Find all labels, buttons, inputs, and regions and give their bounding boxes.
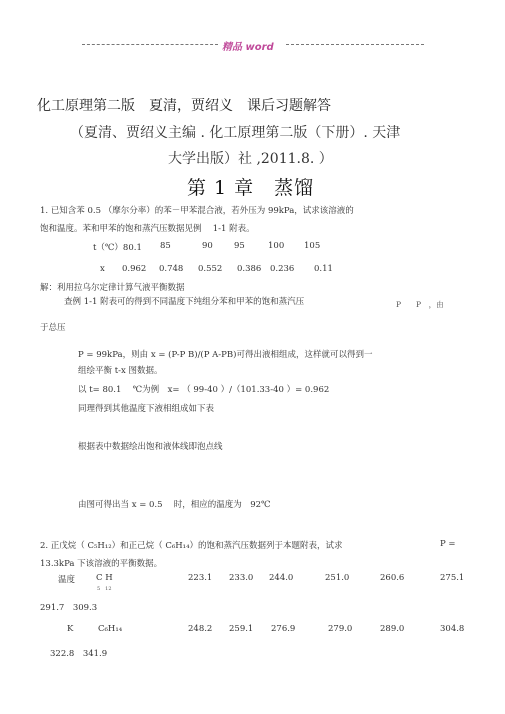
problem-2-question-line-1: 2. 正戊烷（ C₅H₁₂）和正己烷（ C₆H₁₄）的饱和蒸汽压数据列于本题附表，试求 bbox=[40, 541, 343, 551]
problem-1-question-line-1: 1. 已知含苯 0.5 （摩尔分率）的苯－甲苯混合液，若外压为 99kPa，试求该溶液的 bbox=[40, 206, 354, 216]
table-cell: 260.6 bbox=[380, 573, 405, 583]
table-cell: 251.0 bbox=[325, 573, 350, 583]
formula-label: C H bbox=[96, 573, 113, 583]
table-cell: 275.1 bbox=[440, 573, 465, 583]
table-cell: 244.0 bbox=[269, 573, 294, 583]
x-row-cell: 0.552 bbox=[198, 264, 223, 274]
formula-subscript: 5 12 bbox=[97, 586, 112, 592]
t-row-cell: 85 bbox=[160, 241, 171, 251]
chapter-heading: 第 1 章 蒸馏 bbox=[187, 177, 315, 199]
problem-1-solution-line: 以 t= 80.1 ℃为例 x= （ 99-40 ）/（101.33-40 ）= 0.962 bbox=[78, 385, 330, 395]
table-cell: 276.9 bbox=[271, 624, 296, 634]
doc-title: 化工原理第二版 夏清，贾绍义 课后习题解答 bbox=[37, 98, 331, 114]
problem-1-solution-line: 由图可得出当 x = 0.5 时，相应的温度为 92℃ bbox=[78, 500, 271, 510]
x-row-cell: 0.11 bbox=[314, 264, 333, 274]
header-left-rule bbox=[82, 44, 218, 45]
problem-1-solution-line: 查例 1-1 附表可的得到不同温度下纯组分苯和甲苯的饱和蒸汽压 bbox=[64, 297, 305, 307]
problem-1-solution-line: P = 99kPa，则由 x = (P-P B)/(P A-PB)可得出液相组成，这样就可以得到一 bbox=[78, 350, 373, 360]
header-word-mark: 精品 word bbox=[222, 42, 274, 53]
row-label: K bbox=[67, 624, 74, 634]
table-cell: 233.0 bbox=[229, 573, 254, 583]
problem-1-pressure-symbols: P P ，由 bbox=[396, 300, 444, 309]
row-label: 温度 bbox=[58, 575, 76, 585]
t-row-cell: 100 bbox=[268, 241, 285, 251]
formula-label: C₆H₁₄ bbox=[98, 624, 123, 634]
header-right-rule bbox=[286, 44, 424, 45]
table-cell: 223.1 bbox=[188, 573, 213, 583]
x-row-cell: 0.962 bbox=[122, 264, 147, 274]
x-row-cell: 0.236 bbox=[270, 264, 295, 274]
x-row-cell: x bbox=[100, 264, 105, 274]
problem-1-solution-line: 根据表中数据绘出饱和液体线即泡点线 bbox=[78, 442, 223, 452]
problem-1-solution-line: 组绘平衡 t-x 图数据。 bbox=[78, 366, 163, 376]
problem-1-solution-heading: 解：利用拉乌尔定律计算气液平衡数据 bbox=[40, 283, 185, 293]
table-cell: 248.2 bbox=[188, 624, 213, 634]
problem-1-solution-line: 同理得到其他温度下液相组成如下表 bbox=[78, 404, 215, 414]
doc-reference-line-1: （夏清、贾绍义主编 . 化工原理第二版（下册）. 天津 bbox=[70, 125, 401, 141]
table-row-continuation: 291.7 309.3 bbox=[40, 603, 98, 613]
table-cell: 289.0 bbox=[380, 624, 405, 634]
problem-2-pressure-symbol: P = bbox=[440, 539, 456, 549]
t-row-cell: 95 bbox=[234, 241, 245, 251]
table-cell: 279.0 bbox=[328, 624, 353, 634]
doc-reference-line-2: 大学出版）社 ,2011.8. ） bbox=[168, 151, 333, 167]
x-row-cell: 0.748 bbox=[159, 264, 184, 274]
problem-1-question-line-2: 饱和温度。苯和甲苯的饱和蒸汽压数据见例 1-1 附表。 bbox=[40, 224, 255, 234]
t-row-cell: 90 bbox=[202, 241, 213, 251]
x-row-cell: 0.386 bbox=[237, 264, 262, 274]
t-row-cell: 105 bbox=[304, 241, 321, 251]
table-cell: 259.1 bbox=[229, 624, 254, 634]
table-cell: 304.8 bbox=[440, 624, 465, 634]
table-row-continuation: 322.8 341.9 bbox=[50, 649, 108, 659]
t-row-cell: t（℃）80.1 bbox=[93, 243, 142, 253]
problem-1-solution-line: 于总压 bbox=[40, 323, 66, 333]
problem-2-question-line-2: 13.3kPa 下该溶液的平衡数据。 bbox=[40, 559, 163, 569]
